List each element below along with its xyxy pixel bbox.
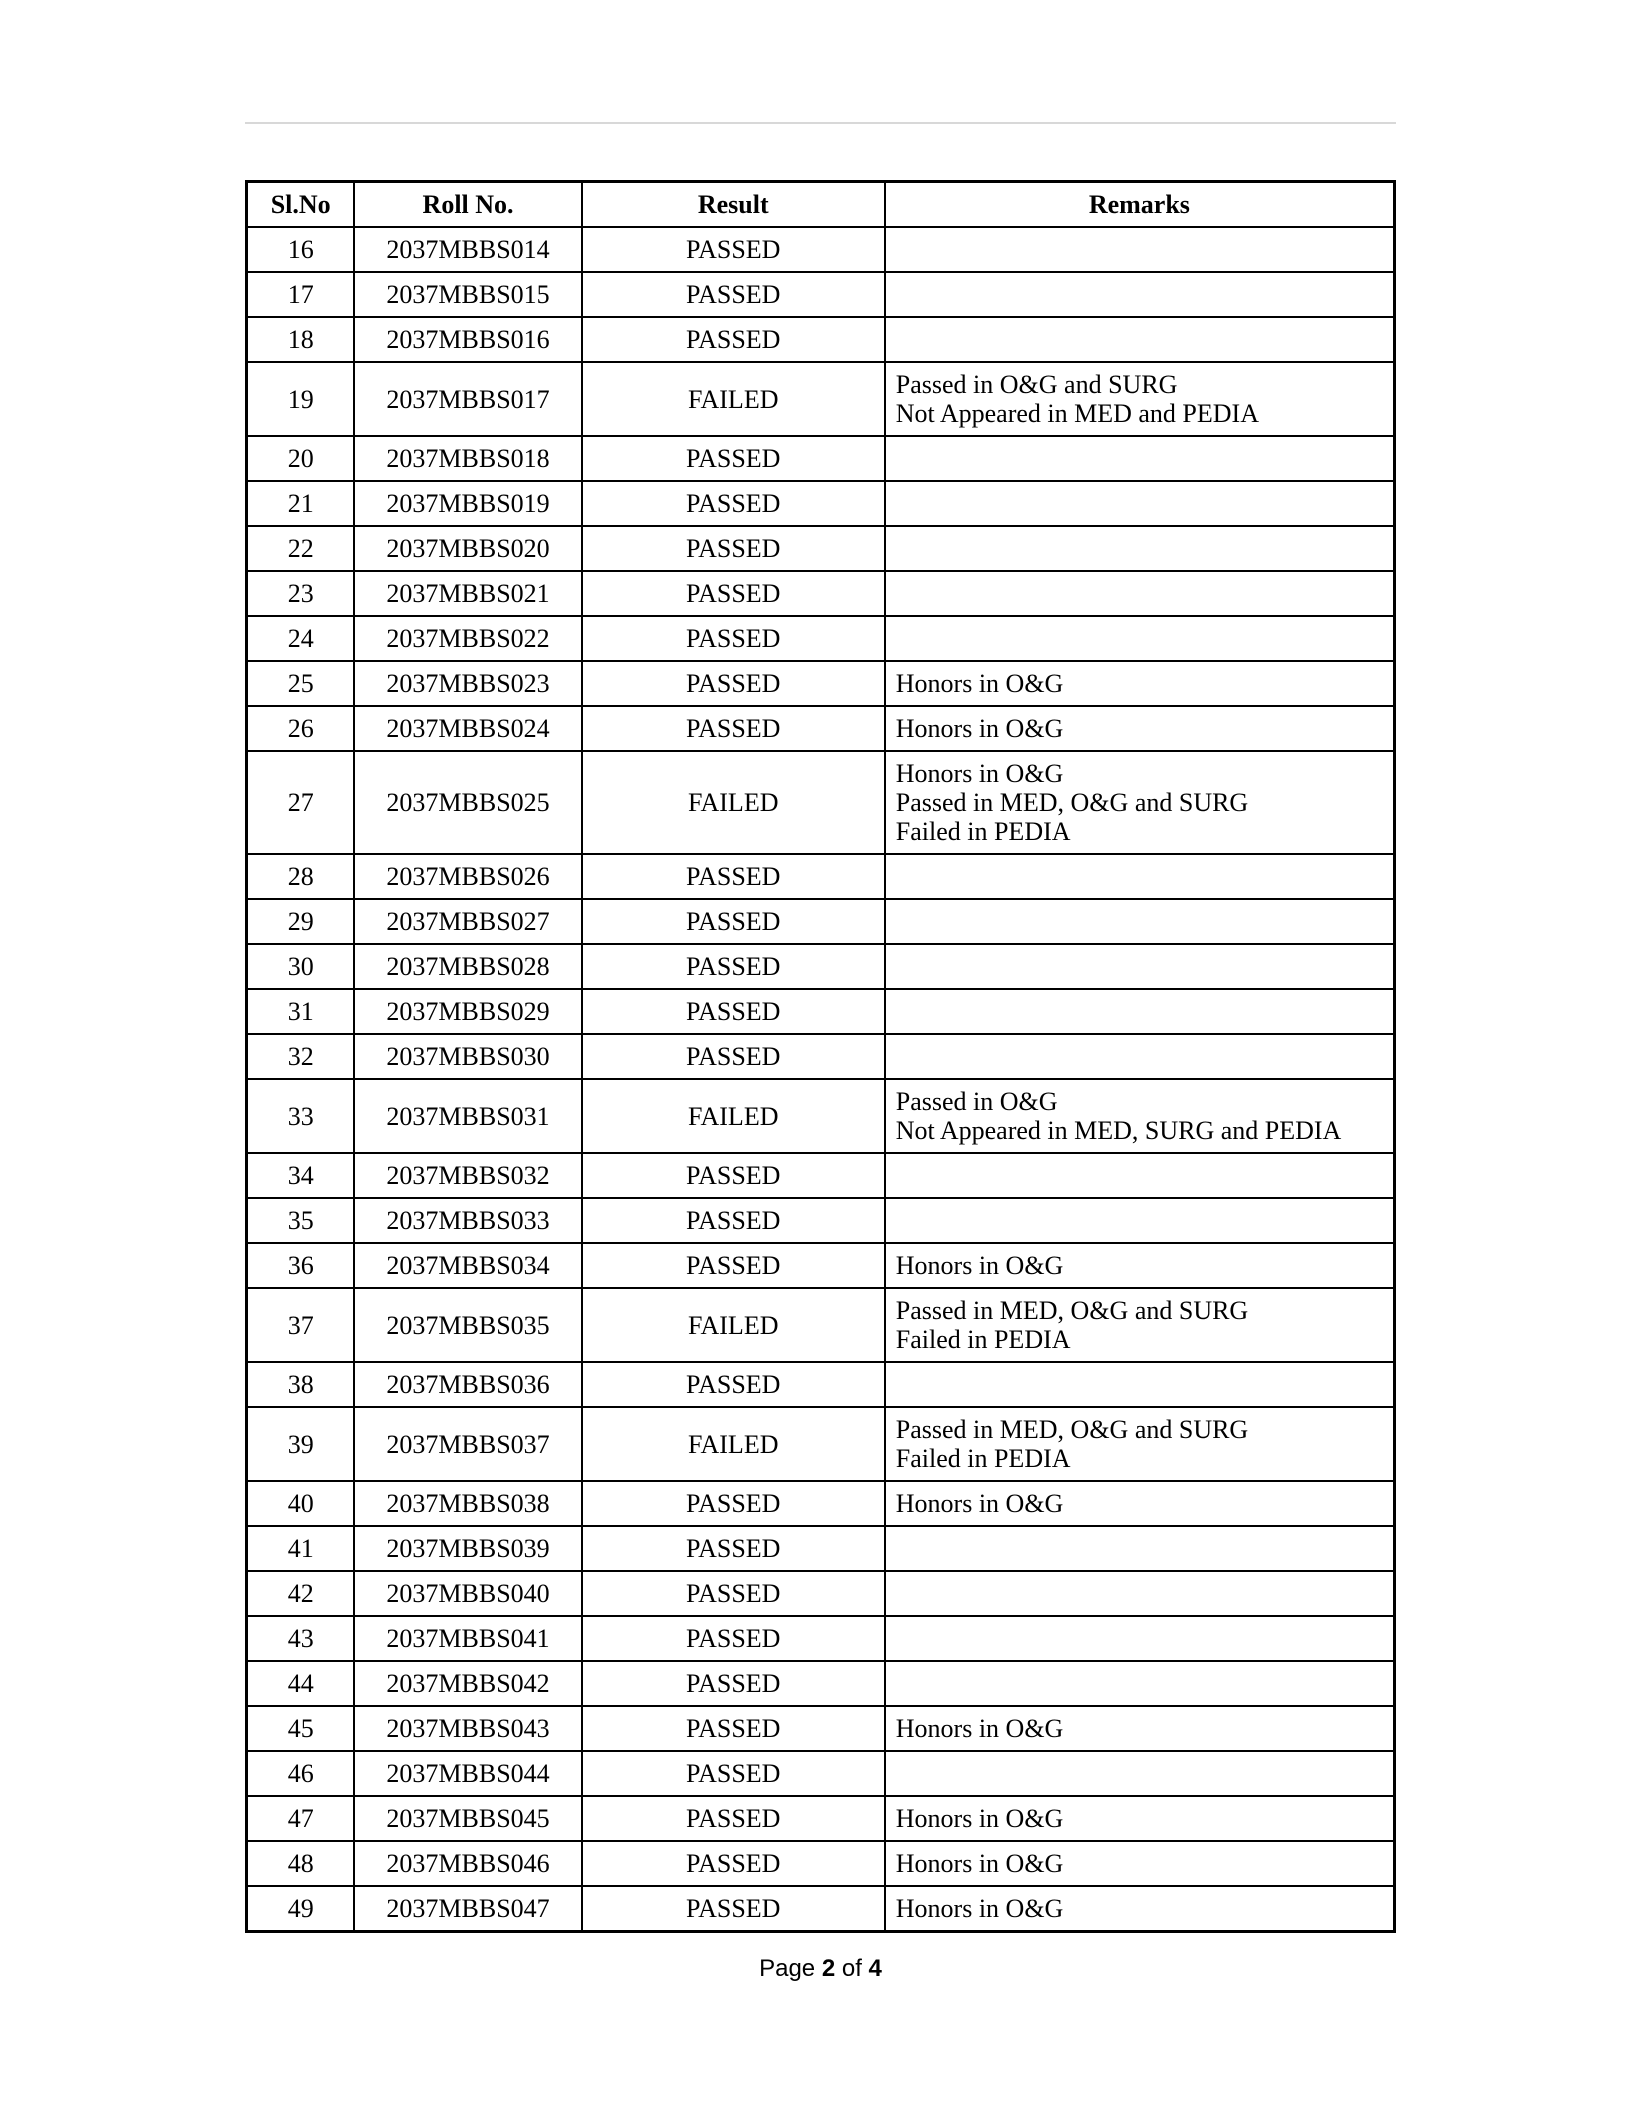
cell-remarks <box>885 1288 1395 1362</box>
cell-slno: 47 <box>247 1796 355 1841</box>
cell-remarks <box>885 1796 1395 1841</box>
table-row <box>247 272 1395 317</box>
cell-rollno: 2037MBBS046 <box>354 1841 581 1886</box>
cell-result: FAILED <box>582 751 885 854</box>
cell-result: PASSED <box>582 1841 885 1886</box>
table-row <box>247 1661 1395 1706</box>
table-row <box>247 1079 1395 1153</box>
cell-slno: 37 <box>247 1288 355 1362</box>
table-header-row <box>247 182 1395 228</box>
cell-result: FAILED <box>582 362 885 436</box>
cell-rollno: 2037MBBS031 <box>354 1079 581 1153</box>
remark-line: Not Appeared in MED, SURG and PEDIA <box>895 1116 1342 1145</box>
cell-remarks <box>885 1079 1395 1153</box>
cell-rollno: 2037MBBS025 <box>354 751 581 854</box>
table-row <box>247 1153 1395 1198</box>
page-footer <box>245 1955 1396 1983</box>
cell-remarks <box>885 944 1395 989</box>
cell-remarks <box>885 616 1395 661</box>
cell-remarks <box>885 1362 1395 1407</box>
cell-remarks <box>885 1243 1395 1288</box>
cell-result: PASSED <box>582 526 885 571</box>
cell-result: FAILED <box>582 1288 885 1362</box>
cell-remarks <box>885 989 1395 1034</box>
cell-remarks <box>885 526 1395 571</box>
table-row <box>247 706 1395 751</box>
cell-remarks <box>885 571 1395 616</box>
cell-rollno: 2037MBBS037 <box>354 1407 581 1481</box>
column-header-rollno: Roll No. <box>354 182 581 228</box>
cell-slno: 32 <box>247 1034 355 1079</box>
cell-remarks <box>885 1616 1395 1661</box>
cell-result: PASSED <box>582 1616 885 1661</box>
cell-result: PASSED <box>582 1706 885 1751</box>
header-rule <box>245 122 1396 124</box>
cell-result: PASSED <box>582 272 885 317</box>
table-row <box>247 1571 1395 1616</box>
table-row <box>247 661 1395 706</box>
cell-slno: 24 <box>247 616 355 661</box>
cell-remarks <box>885 1153 1395 1198</box>
cell-rollno: 2037MBBS026 <box>354 854 581 899</box>
remark-line: Honors in O&G <box>895 714 1064 743</box>
table-row <box>247 1243 1395 1288</box>
cell-slno: 25 <box>247 661 355 706</box>
cell-result: PASSED <box>582 317 885 362</box>
results-table <box>245 180 1396 1933</box>
remark-line: Failed in PEDIA <box>895 1325 1071 1354</box>
cell-remarks <box>885 854 1395 899</box>
cell-remarks <box>885 706 1395 751</box>
cell-remarks <box>885 436 1395 481</box>
cell-slno: 26 <box>247 706 355 751</box>
cell-remarks <box>885 1751 1395 1796</box>
cell-remarks <box>885 1886 1395 1932</box>
cell-result: PASSED <box>582 899 885 944</box>
cell-slno: 41 <box>247 1526 355 1571</box>
table-row <box>247 1034 1395 1079</box>
cell-rollno: 2037MBBS019 <box>354 481 581 526</box>
cell-result: PASSED <box>582 1362 885 1407</box>
cell-remarks <box>885 481 1395 526</box>
cell-rollno: 2037MBBS030 <box>354 1034 581 1079</box>
cell-remarks <box>885 1407 1395 1481</box>
table-row <box>247 1526 1395 1571</box>
cell-result: PASSED <box>582 571 885 616</box>
cell-rollno: 2037MBBS038 <box>354 1481 581 1526</box>
cell-slno: 45 <box>247 1706 355 1751</box>
cell-rollno: 2037MBBS020 <box>354 526 581 571</box>
cell-remarks <box>885 362 1395 436</box>
cell-result: PASSED <box>582 1661 885 1706</box>
cell-result: PASSED <box>582 227 885 272</box>
footer-page-number: 2 <box>821 1955 836 1982</box>
remark-line: Passed in MED, O&G and SURG <box>895 1415 1249 1444</box>
cell-slno: 36 <box>247 1243 355 1288</box>
cell-slno: 30 <box>247 944 355 989</box>
cell-remarks <box>885 1198 1395 1243</box>
cell-slno: 27 <box>247 751 355 854</box>
cell-result: FAILED <box>582 1079 885 1153</box>
cell-slno: 34 <box>247 1153 355 1198</box>
cell-rollno: 2037MBBS042 <box>354 1661 581 1706</box>
table-row <box>247 899 1395 944</box>
cell-rollno: 2037MBBS029 <box>354 989 581 1034</box>
cell-result: PASSED <box>582 661 885 706</box>
column-header-result: Result <box>582 182 885 228</box>
cell-rollno: 2037MBBS044 <box>354 1751 581 1796</box>
cell-result: PASSED <box>582 1571 885 1616</box>
cell-slno: 39 <box>247 1407 355 1481</box>
cell-result: PASSED <box>582 481 885 526</box>
cell-slno: 44 <box>247 1661 355 1706</box>
table-row <box>247 1751 1395 1796</box>
table-body <box>247 227 1395 1932</box>
remark-line: Honors in O&G <box>895 1804 1064 1833</box>
table-row <box>247 481 1395 526</box>
remark-line: Honors in O&G <box>895 1894 1064 1923</box>
cell-remarks <box>885 1481 1395 1526</box>
footer-of-label: of <box>841 1955 862 1982</box>
cell-rollno: 2037MBBS022 <box>354 616 581 661</box>
cell-rollno: 2037MBBS021 <box>354 571 581 616</box>
cell-rollno: 2037MBBS015 <box>354 272 581 317</box>
cell-remarks <box>885 1841 1395 1886</box>
table-row <box>247 1841 1395 1886</box>
footer-page-label: Page <box>759 1955 816 1982</box>
table-row <box>247 227 1395 272</box>
cell-rollno: 2037MBBS027 <box>354 899 581 944</box>
cell-rollno: 2037MBBS018 <box>354 436 581 481</box>
remark-line: Passed in MED, O&G and SURG <box>895 788 1249 817</box>
cell-result: PASSED <box>582 706 885 751</box>
cell-slno: 28 <box>247 854 355 899</box>
cell-slno: 23 <box>247 571 355 616</box>
cell-rollno: 2037MBBS016 <box>354 317 581 362</box>
cell-slno: 38 <box>247 1362 355 1407</box>
cell-remarks <box>885 899 1395 944</box>
cell-result: PASSED <box>582 1751 885 1796</box>
remark-line: Honors in O&G <box>895 1251 1064 1280</box>
cell-result: FAILED <box>582 1407 885 1481</box>
table-row <box>247 1362 1395 1407</box>
table-row <box>247 1198 1395 1243</box>
table-row <box>247 616 1395 661</box>
cell-result: PASSED <box>582 1796 885 1841</box>
cell-result: PASSED <box>582 944 885 989</box>
remark-line: Passed in O&G and SURG <box>895 370 1178 399</box>
remark-line: Passed in O&G <box>895 1087 1058 1116</box>
table-row <box>247 1407 1395 1481</box>
cell-slno: 31 <box>247 989 355 1034</box>
cell-rollno: 2037MBBS039 <box>354 1526 581 1571</box>
table-row <box>247 1796 1395 1841</box>
cell-remarks <box>885 661 1395 706</box>
cell-remarks <box>885 317 1395 362</box>
remark-line: Honors in O&G <box>895 1714 1064 1743</box>
cell-rollno: 2037MBBS040 <box>354 1571 581 1616</box>
table-row <box>247 854 1395 899</box>
cell-result: PASSED <box>582 1153 885 1198</box>
cell-result: PASSED <box>582 1243 885 1288</box>
cell-result: PASSED <box>582 436 885 481</box>
page-content <box>245 180 1396 1983</box>
cell-result: PASSED <box>582 1481 885 1526</box>
cell-slno: 35 <box>247 1198 355 1243</box>
table-row <box>247 1886 1395 1932</box>
cell-result: PASSED <box>582 1034 885 1079</box>
cell-remarks <box>885 1661 1395 1706</box>
cell-remarks <box>885 227 1395 272</box>
remark-line: Honors in O&G <box>895 1849 1064 1878</box>
cell-slno: 22 <box>247 526 355 571</box>
cell-rollno: 2037MBBS024 <box>354 706 581 751</box>
cell-result: PASSED <box>582 989 885 1034</box>
table-row <box>247 944 1395 989</box>
cell-slno: 19 <box>247 362 355 436</box>
cell-slno: 40 <box>247 1481 355 1526</box>
cell-result: PASSED <box>582 1886 885 1932</box>
table-row <box>247 1706 1395 1751</box>
table-row <box>247 989 1395 1034</box>
cell-slno: 17 <box>247 272 355 317</box>
cell-slno: 20 <box>247 436 355 481</box>
cell-rollno: 2037MBBS036 <box>354 1362 581 1407</box>
remark-line: Honors in O&G <box>895 669 1064 698</box>
cell-result: PASSED <box>582 1198 885 1243</box>
cell-slno: 49 <box>247 1886 355 1932</box>
cell-slno: 33 <box>247 1079 355 1153</box>
cell-rollno: 2037MBBS032 <box>354 1153 581 1198</box>
cell-rollno: 2037MBBS017 <box>354 362 581 436</box>
column-header-remarks: Remarks <box>885 182 1395 228</box>
table-row <box>247 436 1395 481</box>
cell-slno: 43 <box>247 1616 355 1661</box>
table-row <box>247 362 1395 436</box>
remark-line: Not Appeared in MED and PEDIA <box>895 399 1259 428</box>
cell-result: PASSED <box>582 1526 885 1571</box>
cell-slno: 18 <box>247 317 355 362</box>
cell-slno: 21 <box>247 481 355 526</box>
cell-remarks <box>885 1526 1395 1571</box>
cell-remarks <box>885 751 1395 854</box>
cell-rollno: 2037MBBS023 <box>354 661 581 706</box>
table-row <box>247 1288 1395 1362</box>
table-row <box>247 526 1395 571</box>
cell-rollno: 2037MBBS035 <box>354 1288 581 1362</box>
cell-rollno: 2037MBBS014 <box>354 227 581 272</box>
cell-remarks <box>885 1034 1395 1079</box>
cell-result: PASSED <box>582 854 885 899</box>
remark-line: Passed in MED, O&G and SURG <box>895 1296 1249 1325</box>
cell-rollno: 2037MBBS028 <box>354 944 581 989</box>
footer-total-pages: 4 <box>868 1955 882 1982</box>
cell-remarks <box>885 272 1395 317</box>
table-row <box>247 317 1395 362</box>
remark-line: Honors in O&G <box>895 1489 1064 1518</box>
cell-result: PASSED <box>582 616 885 661</box>
cell-rollno: 2037MBBS045 <box>354 1796 581 1841</box>
cell-rollno: 2037MBBS034 <box>354 1243 581 1288</box>
table-row <box>247 571 1395 616</box>
cell-rollno: 2037MBBS033 <box>354 1198 581 1243</box>
table-row <box>247 1481 1395 1526</box>
cell-slno: 42 <box>247 1571 355 1616</box>
remark-line: Failed in PEDIA <box>895 1444 1071 1473</box>
cell-slno: 29 <box>247 899 355 944</box>
table-row <box>247 1616 1395 1661</box>
remark-line: Honors in O&G <box>895 759 1064 788</box>
cell-rollno: 2037MBBS047 <box>354 1886 581 1932</box>
cell-slno: 48 <box>247 1841 355 1886</box>
cell-slno: 46 <box>247 1751 355 1796</box>
cell-slno: 16 <box>247 227 355 272</box>
cell-rollno: 2037MBBS043 <box>354 1706 581 1751</box>
cell-rollno: 2037MBBS041 <box>354 1616 581 1661</box>
cell-remarks <box>885 1706 1395 1751</box>
column-header-slno: Sl.No <box>247 182 355 228</box>
cell-remarks <box>885 1571 1395 1616</box>
table-row <box>247 751 1395 854</box>
remark-line: Failed in PEDIA <box>895 817 1071 846</box>
